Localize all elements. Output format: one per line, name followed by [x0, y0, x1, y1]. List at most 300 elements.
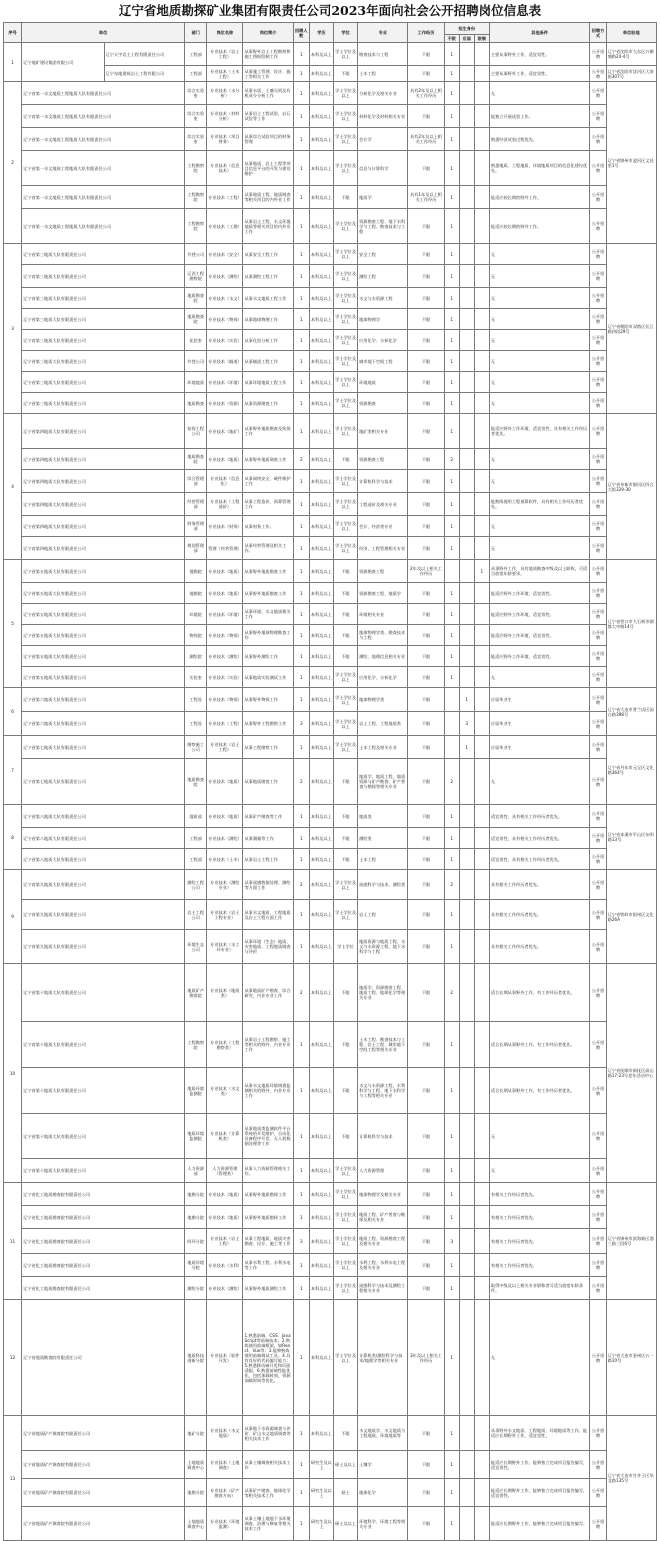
cell-degree: 不限 — [333, 186, 357, 209]
cell-location: 辽宁省阜新市细河区四合大街329-30 — [606, 414, 656, 560]
col-header-degree: 学位 — [333, 23, 357, 43]
cell-count: 1 — [293, 393, 309, 414]
cell-method: 公开招聘 — [590, 583, 606, 604]
cell-post: 专业技术（工程） — [207, 712, 243, 736]
table-row — [4, 688, 657, 712]
cell-degree: 不限 — [333, 625, 357, 646]
cell-no: 7 — [4, 736, 22, 805]
cell-other: 能适应长期野外工作，能够独立完成项目报告编写，适宜男性。 — [489, 1451, 590, 1479]
cell-count: 1 — [293, 128, 309, 151]
cell-major: 土木工程及相关专业 — [358, 736, 408, 759]
cell-method: 公开招聘 — [590, 1022, 606, 1068]
cell-id-fresh — [459, 372, 474, 393]
table-row — [4, 759, 657, 805]
cell-intro: 从事网络安全、硬件维护工作 — [243, 470, 293, 493]
cell-dept: 工程勘察院 — [185, 1022, 207, 1068]
cell-edu: 本科及以上 — [309, 583, 333, 604]
cell-degree: 不限 — [333, 646, 357, 667]
cell-edu: 本科及以上 — [309, 1254, 333, 1277]
cell-method: 公开招聘 — [590, 209, 606, 244]
cell-post: 专业技术（地质） — [207, 560, 243, 583]
cell-id-limited — [474, 759, 489, 805]
cell-unit: 辽宁省第十地质大队有限责任公司 — [22, 1022, 185, 1068]
cell-id-limited — [474, 1206, 489, 1229]
cell-intro: 从事土壤调查相关技术工作 — [243, 1451, 293, 1479]
cell-edu: 本科及以上 — [309, 516, 333, 537]
cell-other: 熟悉经济试验过程优先。 — [489, 128, 590, 151]
cell-unit: 辽宁省第八地质大队有限责任公司 — [22, 828, 185, 849]
cell-method: 公开招聘 — [590, 900, 606, 930]
cell-exp: 不限 — [408, 870, 444, 900]
cell-id-fresh — [459, 516, 474, 537]
cell-unit: 辽宁省第一水文地质工程地质大队有限责任公司 — [22, 82, 185, 105]
cell-id-unlimited: 1 — [444, 1114, 459, 1159]
table-row — [4, 393, 657, 414]
cell-unit: 辽宁省第五地质大队有限责任公司 — [22, 646, 185, 667]
cell-edu: 本科及以上 — [309, 805, 333, 828]
cell-exp: 不限 — [408, 265, 444, 288]
cell-other: 适宜男性，具有相关工作经历者优先。 — [489, 849, 590, 870]
cell-exp: 不限 — [408, 1068, 444, 1114]
cell-edu: 本科及以上 — [309, 1068, 333, 1114]
cell-method: 公开招聘 — [590, 1229, 606, 1254]
cell-count: 1 — [293, 66, 309, 82]
cell-edu: 研究生及以上 — [309, 1507, 333, 1541]
cell-post: 专业技术（水分析） — [207, 82, 243, 105]
col-header-post: 岗位名称 — [207, 23, 243, 43]
cell-other: 从事野外工作，具有地质勘查中级及以上职称，可适当放宽年龄要求。 — [489, 560, 590, 583]
cell-other: 能适应较长期的野外工作。 — [489, 209, 590, 244]
cell-other: 无 — [489, 372, 590, 393]
cell-id-limited — [474, 1277, 489, 1300]
cell-exp: 不限 — [408, 964, 444, 1022]
cell-edu: 本科及以上 — [309, 930, 333, 964]
cell-intro: 从事岩土工程工作 — [243, 849, 293, 870]
cell-intro: 从事野外地质勘查工作 — [243, 583, 293, 604]
table-row — [4, 667, 657, 688]
cell-count: 2 — [293, 449, 309, 470]
cell-other: 熟悉地质、工程地质、环境地质项目的信息化建设优先。 — [489, 151, 590, 186]
cell-intro: 从事矿产勘查等工作 — [243, 805, 293, 828]
cell-unit: 辽宁省地质勘查院有限责任公司 — [22, 1300, 185, 1416]
cell-edu: 研究生及以上 — [309, 1479, 333, 1507]
cell-exp: 不限 — [408, 493, 444, 516]
cell-post: 专业技术（工程） — [207, 186, 243, 209]
cell-major: 土木工程 — [358, 849, 408, 870]
cell-id-limited — [474, 330, 489, 351]
cell-dept: 工程部 — [185, 828, 207, 849]
cell-method: 公开招聘 — [590, 849, 606, 870]
cell-count: 1 — [293, 288, 309, 309]
cell-id-fresh — [459, 265, 474, 288]
cell-id-limited — [474, 105, 489, 128]
cell-degree: 学士学位及以上 — [333, 688, 357, 712]
cell-dept: 地质矿产勘查院 — [185, 964, 207, 1022]
cell-other: 无 — [489, 309, 590, 330]
cell-dept: 财务管理部 — [185, 516, 207, 537]
cell-other: 能适应较长期的野外工作。 — [489, 186, 590, 209]
cell-post: 专业技术（地质） — [207, 759, 243, 805]
cell-unit: 辽宁省第一水文地质工程地质大队有限责任公司 — [22, 209, 185, 244]
cell-dept: 勘察施工公司 — [185, 736, 207, 759]
cell-unit: 辽宁省第四地质大队有限责任公司 — [22, 493, 185, 516]
cell-count: 1 — [293, 151, 309, 186]
cell-id-fresh — [459, 964, 474, 1022]
cell-id-unlimited: 1 — [444, 1159, 459, 1183]
cell-dept: 地质部 — [185, 805, 207, 828]
cell-unit: 辽宁省地质矿产调查院有限责任公司 — [22, 1479, 185, 1507]
cell-count: 1 — [293, 930, 309, 964]
cell-dept: 钻探工程公司 — [185, 414, 207, 449]
cell-method: 公开招聘 — [590, 128, 606, 151]
cell-other: 有相关工作经历者优先。 — [489, 1183, 590, 1206]
cell-count: 1 — [293, 209, 309, 244]
cell-degree: 学士学位及以上 — [333, 151, 357, 186]
cell-unit: 辽宁省第十地质大队有限责任公司 — [22, 1159, 185, 1183]
table-row — [4, 1206, 657, 1229]
cell-dept: 土地地质调查中心 — [185, 1507, 207, 1541]
cell-method: 公开招聘 — [590, 1206, 606, 1229]
cell-id-unlimited: 1 — [444, 537, 459, 560]
cell-dept: 工程部 — [185, 849, 207, 870]
cell-unit: 辽宁省第九地质大队有限责任公司 — [22, 870, 185, 900]
cell-post: 专业技术（环境） — [207, 372, 243, 393]
cell-major: 岩土工程、工程地质类 — [358, 712, 408, 736]
cell-major: 环境科学、环境工程等相关专业 — [358, 1507, 408, 1541]
cell-count: 1 — [293, 1159, 309, 1183]
cell-count: 1 — [293, 646, 309, 667]
cell-dept: 地勘分院 — [185, 1479, 207, 1507]
cell-major: 勘查技术与工程 — [358, 43, 408, 66]
cell-other: 适合长期从事野外工作，有工作经历者优先。 — [489, 1022, 590, 1068]
cell-count: 1 — [293, 1300, 309, 1416]
cell-edu: 本科及以上 — [309, 186, 333, 209]
cell-post: 专业技术（测绘） — [207, 1277, 243, 1300]
cell-dept: 测绘工程公司 — [185, 870, 207, 900]
cell-major: 土木工程、勘查技术与工程、岩土工程、城市地下空间工程等相关专业 — [358, 1022, 408, 1068]
cell-unit: 辽宁省化工地质勘查院有限责任公司 — [22, 1277, 185, 1300]
cell-method: 公开招聘 — [590, 1114, 606, 1159]
cell-count: 1 — [293, 330, 309, 351]
cell-unit: 辽宁省化工地质勘查院有限责任公司 — [22, 1183, 185, 1206]
cell-dept: 地勘分院 — [185, 1183, 207, 1206]
cell-location: 辽宁省沈阳市大东区万柳塘路24-4号 — [606, 43, 656, 66]
cell-post: 专业技术（环境） — [207, 604, 243, 625]
cell-id-limited — [474, 1254, 489, 1277]
cell-id-limited — [474, 309, 489, 330]
cell-post: 专业技术（实验） — [207, 330, 243, 351]
cell-exp: 具有1年及以上相关工作经历 — [408, 186, 444, 209]
cell-intro: 从事野外物探工作 — [243, 688, 293, 712]
cell-degree: 学士学位及以上 — [333, 330, 357, 351]
cell-dept: 岩土工程公司 — [185, 900, 207, 930]
table-row — [4, 288, 657, 309]
table-row — [4, 209, 657, 244]
cell-location: 辽宁省锦州市滨海新区渤三路三段6号 — [606, 1183, 656, 1300]
cell-exp: 不限 — [408, 288, 444, 309]
cell-exp: 不限 — [408, 1206, 444, 1229]
cell-major: 资源勘查工程 — [358, 560, 408, 583]
table-row — [4, 516, 657, 537]
cell-edu: 本科及以上 — [309, 288, 333, 309]
cell-degree: 不限 — [333, 849, 357, 870]
cell-id-fresh — [459, 470, 474, 493]
cell-dept: 测绘院 — [185, 646, 207, 667]
cell-exp: 不限 — [408, 1159, 444, 1183]
cell-count: 1 — [293, 1183, 309, 1206]
cell-edu: 本科及以上 — [309, 1277, 333, 1300]
cell-intro: 从事水质、土壤无机及有机成分分析工作 — [243, 82, 293, 105]
cell-method: 公开招聘 — [590, 1451, 606, 1479]
cell-other: 无 — [489, 244, 590, 265]
cell-edu: 本科及以上 — [309, 330, 333, 351]
cell-count: 1 — [293, 849, 309, 870]
cell-method: 公开招聘 — [590, 66, 606, 82]
cell-post: 专业技术（测绘） — [207, 265, 243, 288]
cell-count: 1 — [293, 186, 309, 209]
cell-major: 应用化学、分析化学 — [358, 330, 408, 351]
cell-id-fresh — [459, 1206, 474, 1229]
cell-major: 地球物理学 — [358, 309, 408, 330]
cell-exp: 不限 — [408, 1479, 444, 1507]
cell-id-unlimited: 1 — [444, 66, 459, 82]
cell-edu: 本科及以上 — [309, 43, 333, 66]
cell-dept: 工程勘察院 — [185, 151, 207, 186]
cell-id-limited — [474, 1300, 489, 1416]
cell-dept: 工程处 — [185, 712, 207, 736]
cell-id-fresh — [459, 646, 474, 667]
cell-count: 1 — [293, 105, 309, 128]
cell-intro: 从事地质、岩土工程等项目信息平台的开发与建设维护 — [243, 151, 293, 186]
cell-id-unlimited: 1 — [444, 470, 459, 493]
cell-id-limited — [474, 209, 489, 244]
cell-count: 1 — [293, 1254, 309, 1277]
cell-intro: 从事测绘工程工作 — [243, 265, 293, 288]
cell-intro: 从事野外地质勘探工作 — [243, 1183, 293, 1206]
cell-intro: 从事野外地质调查工作 — [243, 449, 293, 470]
cell-exp: 不限 — [408, 712, 444, 736]
cell-post: 专业技术（水利） — [207, 1254, 243, 1277]
cell-exp: 不限 — [408, 244, 444, 265]
cell-unit: 辽宁省第三地质大队有限责任公司 — [22, 244, 185, 265]
cell-unit: 辽宁省地质矿产调查院有限责任公司 — [22, 1416, 185, 1451]
cell-other: 应届毕业生 — [489, 712, 590, 736]
cell-location: 辽宁省朝阳市双塔区长江路四段29号 — [606, 244, 656, 414]
cell-degree: 学士学位及以上 — [333, 1300, 357, 1416]
cell-other: 适合长期从事野外工作，有工作经历者优先。 — [489, 1068, 590, 1114]
cell-other: 从事野外水文地质、工程地质、环境地质等工作，能适应长期野外工作，适宜男性。 — [489, 1416, 590, 1451]
cell-method: 公开招聘 — [590, 1416, 606, 1451]
cell-method: 公开招聘 — [590, 1068, 606, 1114]
cell-dept: 化验室 — [185, 330, 207, 351]
cell-id-limited — [474, 849, 489, 870]
cell-exp: 不限 — [408, 1254, 444, 1277]
col-header-method: 招聘方式 — [590, 23, 606, 43]
cell-major: 环境地质 — [358, 372, 408, 393]
cell-intro: 从事野外地质测绘工作 — [243, 1277, 293, 1300]
cell-method: 公开招聘 — [590, 372, 606, 393]
cell-method: 公开招聘 — [590, 560, 606, 583]
cell-post: 专业技术（物探） — [207, 309, 243, 330]
cell-edu: 本科及以上 — [309, 1022, 333, 1068]
table-row — [4, 1254, 657, 1277]
cell-post: 专业技术（测绘） — [207, 828, 243, 849]
cell-unit: 辽宁省第一水文地质工程地质大队有限责任公司 — [22, 186, 185, 209]
cell-dept: 地质环境分院 — [185, 1254, 207, 1277]
col-header-no: 序号 — [4, 23, 22, 43]
cell-dept: 地质勘查院 — [185, 759, 207, 805]
cell-id-limited — [474, 1114, 489, 1159]
cell-id-fresh — [459, 849, 474, 870]
cell-intro: 从事环境（生态）地质、灾害地质、工程地质调查与评价 — [243, 930, 293, 964]
cell-other: 能独立开展试验工作。 — [489, 105, 590, 128]
cell-major: 地质工程、资源勘查工程及相关专业 — [358, 1229, 408, 1254]
cell-count: 1 — [293, 470, 309, 493]
cell-edu: 本科及以上 — [309, 870, 333, 900]
cell-id-unlimited — [444, 688, 459, 712]
cell-id-limited — [474, 828, 489, 849]
cell-dept: 地质勘查 — [185, 393, 207, 414]
cell-degree: 不限 — [333, 604, 357, 625]
cell-degree: 学士学位及以上 — [333, 43, 357, 66]
cell-id-limited — [474, 43, 489, 66]
cell-other: 能适应野外工作环境，适宜男性。 — [489, 583, 590, 604]
cell-intro: 从事工程地质、地质灾害勘查、设计、施工等工作 — [243, 1229, 293, 1254]
cell-exp: 不限 — [408, 1277, 444, 1300]
cell-degree: 学士学位及以上 — [333, 309, 357, 330]
cell-location: 辽宁省沈阳市沈河区大南街307号 — [606, 66, 656, 82]
cell-dept: 地勘分院 — [185, 1206, 207, 1229]
cell-id-unlimited: 1 — [444, 805, 459, 828]
cell-degree: 不限 — [333, 1416, 357, 1451]
cell-id-limited — [474, 625, 489, 646]
cell-other: 无 — [489, 759, 590, 805]
cell-id-fresh — [459, 1277, 474, 1300]
cell-major: 资源勘查工程 — [358, 449, 408, 470]
table-row — [4, 244, 657, 265]
table-row — [4, 900, 657, 930]
cell-edu: 本科及以上 — [309, 470, 333, 493]
cell-unit: 辽宁省第三地质大队有限责任公司 — [22, 393, 185, 414]
cell-id-limited — [474, 393, 489, 414]
cell-intro: 从事地质矿产勘查、综合研究、内业专业工作 — [243, 964, 293, 1022]
cell-id-limited — [474, 265, 489, 288]
cell-intro: 从事水文地质工程工作 — [243, 288, 293, 309]
cell-post: 专业技术（软件开发） — [207, 1300, 243, 1416]
cell-other: 无 — [489, 667, 590, 688]
cell-degree: 硕士 — [333, 1479, 357, 1507]
cell-edu: 本科及以上 — [309, 265, 333, 288]
cell-degree: 学士学位 — [333, 930, 357, 964]
cell-intro: 从事土壤土地地下水环境调查、治理与修复等相关技术工作 — [243, 1507, 293, 1541]
cell-id-limited — [474, 964, 489, 1022]
cell-major: 资源勘查工程、地质学 — [358, 583, 408, 604]
cell-id-unlimited: 1 — [444, 930, 459, 964]
cell-exp: 不限 — [408, 43, 444, 66]
table-row — [4, 351, 657, 372]
cell-id-unlimited — [444, 712, 459, 736]
table-row — [4, 1300, 657, 1416]
cell-edu: 本科及以上 — [309, 667, 333, 688]
cell-dept: 测绘分院 — [185, 1277, 207, 1300]
cell-exp: 不限 — [408, 105, 444, 128]
cell-other: 无 — [489, 288, 590, 309]
cell-id-unlimited: 1 — [444, 351, 459, 372]
cell-other: 应届毕业生 — [489, 688, 590, 712]
cell-method: 公开招聘 — [590, 667, 606, 688]
cell-id-unlimited: 1 — [444, 1206, 459, 1229]
col-header-intro: 岗位简介 — [243, 23, 293, 43]
cell-id-fresh — [459, 244, 474, 265]
table-row — [4, 493, 657, 516]
cell-degree: 不限 — [333, 583, 357, 604]
cell-dept: 土地地质调查中心 — [185, 1451, 207, 1479]
cell-unit: 辽宁省第四地质大队有限责任公司 — [22, 537, 185, 560]
cell-id-unlimited: 1 — [444, 1479, 459, 1507]
cell-exp: 不限 — [408, 1114, 444, 1159]
cell-no: 12 — [4, 1300, 22, 1416]
cell-method: 公开招聘 — [590, 265, 606, 288]
cell-id-fresh — [459, 583, 474, 604]
cell-major: 经济、工程管理相关专业 — [358, 537, 408, 560]
cell-id-limited — [474, 667, 489, 688]
cell-exp: 不限 — [408, 449, 444, 470]
cell-id-fresh — [459, 1229, 474, 1254]
cell-method: 公开招聘 — [590, 470, 606, 493]
cell-unit: 辽宁省第三地质大队有限责任公司 — [22, 351, 185, 372]
cell-no: 3 — [4, 244, 22, 414]
cell-id-limited — [474, 930, 489, 964]
cell-post: 专业技术（岩土工程专业） — [207, 900, 243, 930]
cell-other: 主要从事野外工作，适宜男性。 — [489, 43, 590, 66]
table-row — [4, 870, 657, 900]
cell-post: 专业技术（测绘） — [207, 646, 243, 667]
cell-id-fresh — [459, 351, 474, 372]
cell-method: 公开招聘 — [590, 964, 606, 1022]
cell-id-unlimited: 1 — [444, 1507, 459, 1541]
cell-exp: 不限 — [408, 646, 444, 667]
cell-other: 具有相关工作经历者优先。 — [489, 930, 590, 964]
cell-id-fresh — [459, 66, 474, 82]
cell-id-fresh — [459, 870, 474, 900]
cell-intro: 从事测量等工作 — [243, 828, 293, 849]
cell-dept: 综合实验室 — [185, 82, 207, 105]
cell-count: 1 — [293, 516, 309, 537]
cell-edu: 本科及以上 — [309, 646, 333, 667]
cell-id-unlimited: 1 — [444, 1022, 459, 1068]
cell-intro: 从事地下水资源调查与评价、矿山水文地质调查等相关技术工作 — [243, 1416, 293, 1451]
cell-major: 地质类 — [358, 805, 408, 828]
cell-other: 适合长期从事野外工作，有工作经历者优先。 — [489, 964, 590, 1022]
cell-method: 公开招聘 — [590, 736, 606, 759]
table-row — [4, 712, 657, 736]
cell-edu: 本科及以上 — [309, 964, 333, 1022]
cell-method: 公开招聘 — [590, 449, 606, 470]
cell-method: 公开招聘 — [590, 805, 606, 828]
cell-degree: 学士学位及以上 — [333, 1277, 357, 1300]
cell-id-unlimited: 1 — [444, 209, 459, 244]
page-title: 辽宁省地质勘探矿业集团有限责任公司2023年面向社会公开招聘岗位信息表 — [118, 3, 542, 18]
cell-dept: 工程部 — [185, 66, 207, 82]
cell-edu: 本科及以上 — [309, 244, 333, 265]
cell-other: 无 — [489, 1300, 590, 1416]
cell-id-unlimited: 2 — [444, 759, 459, 805]
cell-other: 无 — [489, 351, 590, 372]
cell-degree: 不限 — [333, 759, 357, 805]
cell-post: 专业技术（资源） — [207, 393, 243, 414]
cell-intro: 从事人力资源管理相关工作。 — [243, 1159, 293, 1183]
table-row — [4, 1507, 657, 1541]
